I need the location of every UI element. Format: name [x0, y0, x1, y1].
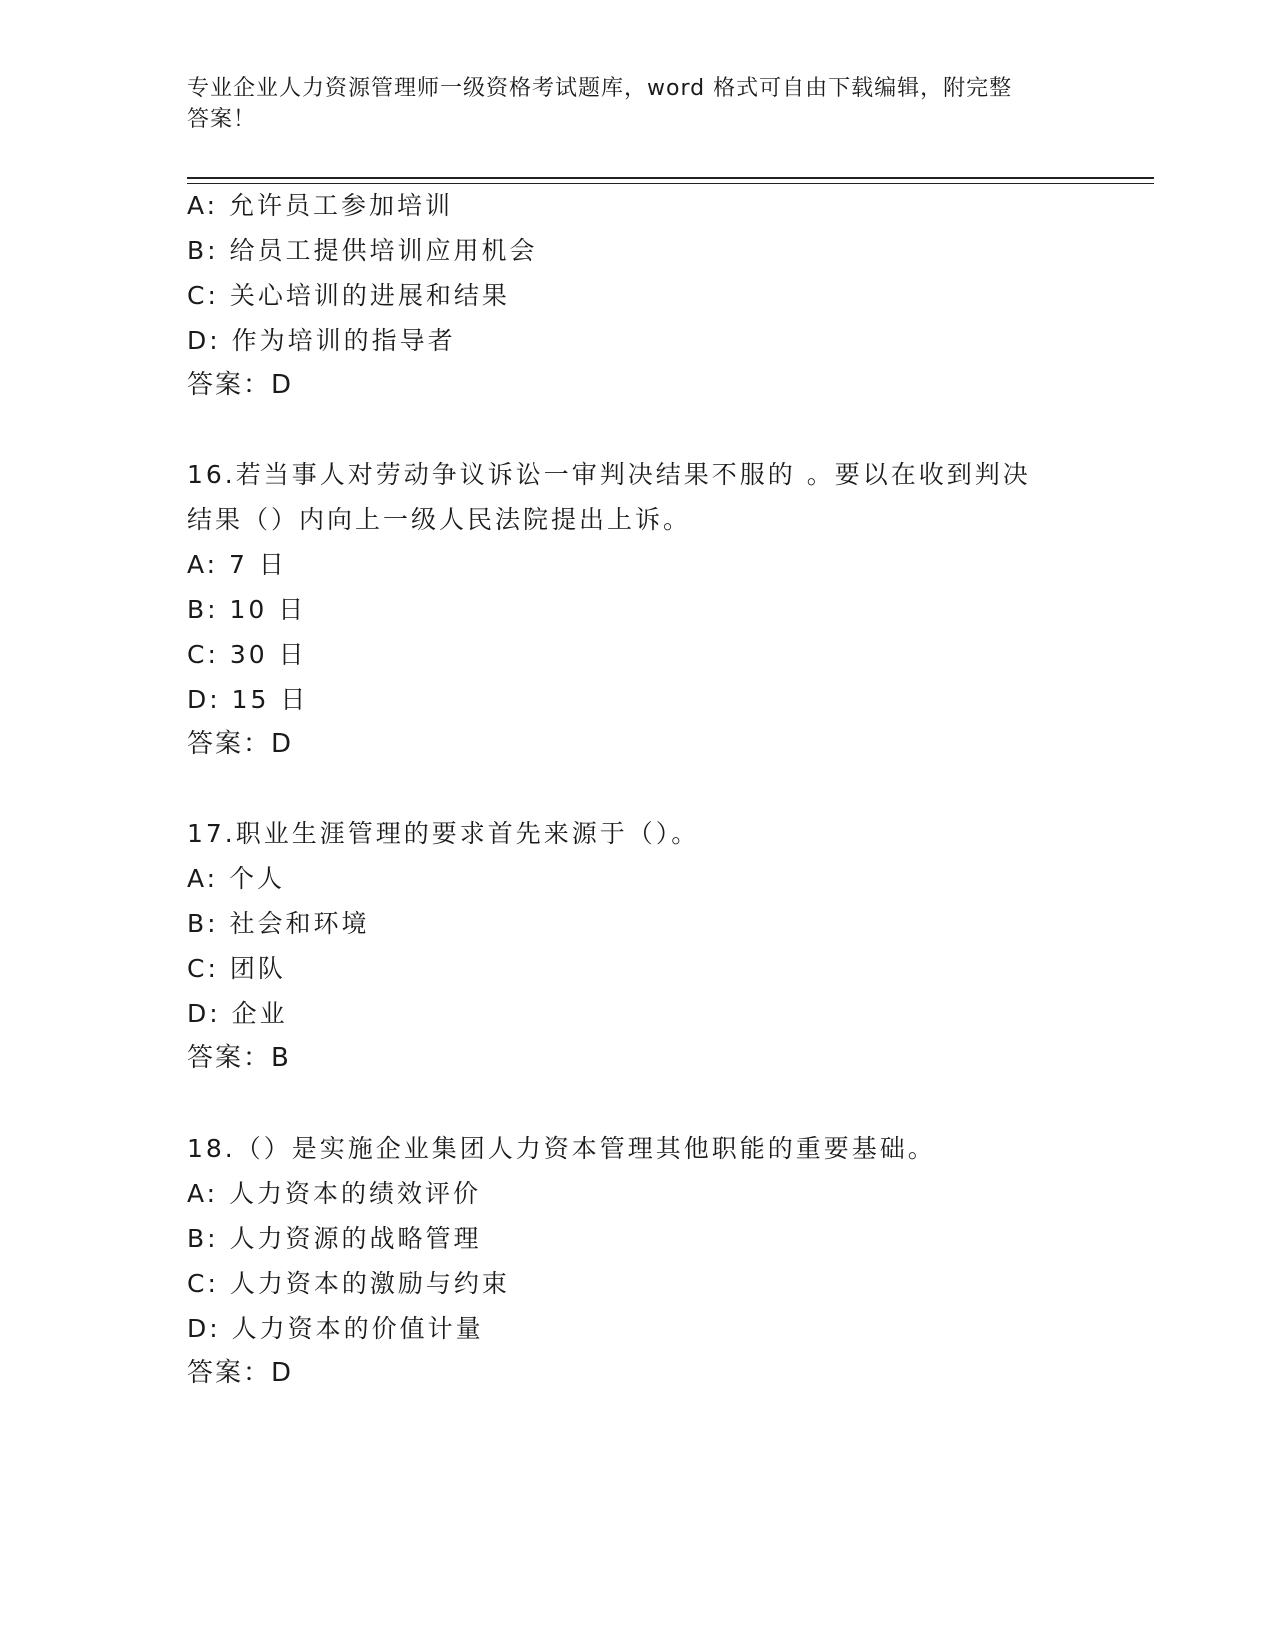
q18-answer: 答案：D [187, 1358, 294, 1388]
q17-option-a: A: 个人 [187, 864, 286, 893]
q18-option-d: D: 人力资本的价值计量 [187, 1314, 484, 1343]
q16-option-d: D: 15 日 [187, 685, 309, 714]
header-note [187, 73, 1067, 135]
q18-option-a: A: 人力资本的绩效评价 [187, 1179, 482, 1208]
q16-option-c: C: 30 日 [187, 640, 307, 669]
q17-option-b: B: 社会和环境 [187, 909, 370, 938]
header-note-line-1: 专业企业人力资源管理师一级资格考试题库，word 格式可自由下载编辑，附完整 [187, 76, 1013, 101]
q18-option-c: C: 人力资本的激励与约束 [187, 1269, 510, 1298]
q17-stem-line-1: 17.职业生涯管理的要求首先来源于（）。 [187, 819, 700, 848]
q16-option-a: A: 7 日 [187, 550, 287, 579]
q15-option-d: D: 作为培训的指导者 [187, 326, 456, 355]
q15-option-b: B: 给员工提供培训应用机会 [187, 236, 538, 265]
q17-answer: 答案：B [187, 1043, 291, 1073]
q17-option-c: C: 团队 [187, 954, 286, 983]
q15-answer: 答案：D [187, 370, 294, 400]
q16-stem-line-2: 结果（）内向上一级人民法院提出上诉。 [187, 505, 692, 534]
q16-option-b: B: 10 日 [187, 595, 307, 624]
q16-stem-line-1: 16.若当事人对劳动争议诉讼一审判决结果不服的 。要以在收到判决 [187, 460, 1031, 489]
q18-option-b: B: 人力资源的战略管理 [187, 1224, 482, 1253]
q18-stem-line-1: 18.（）是实施企业集团人力资本管理其他职能的重要基础。 [187, 1134, 936, 1163]
q15-option-c: C: 关心培训的进展和结果 [187, 281, 510, 310]
header-divider-thick [187, 177, 1154, 179]
header-divider-thin [187, 183, 1154, 184]
q17-option-d: D: 企业 [187, 999, 288, 1028]
q16-answer: 答案：D [187, 729, 294, 759]
header-note-line-2: 答案！ [187, 107, 257, 132]
q15-option-a: A: 允许员工参加培训 [187, 191, 454, 220]
